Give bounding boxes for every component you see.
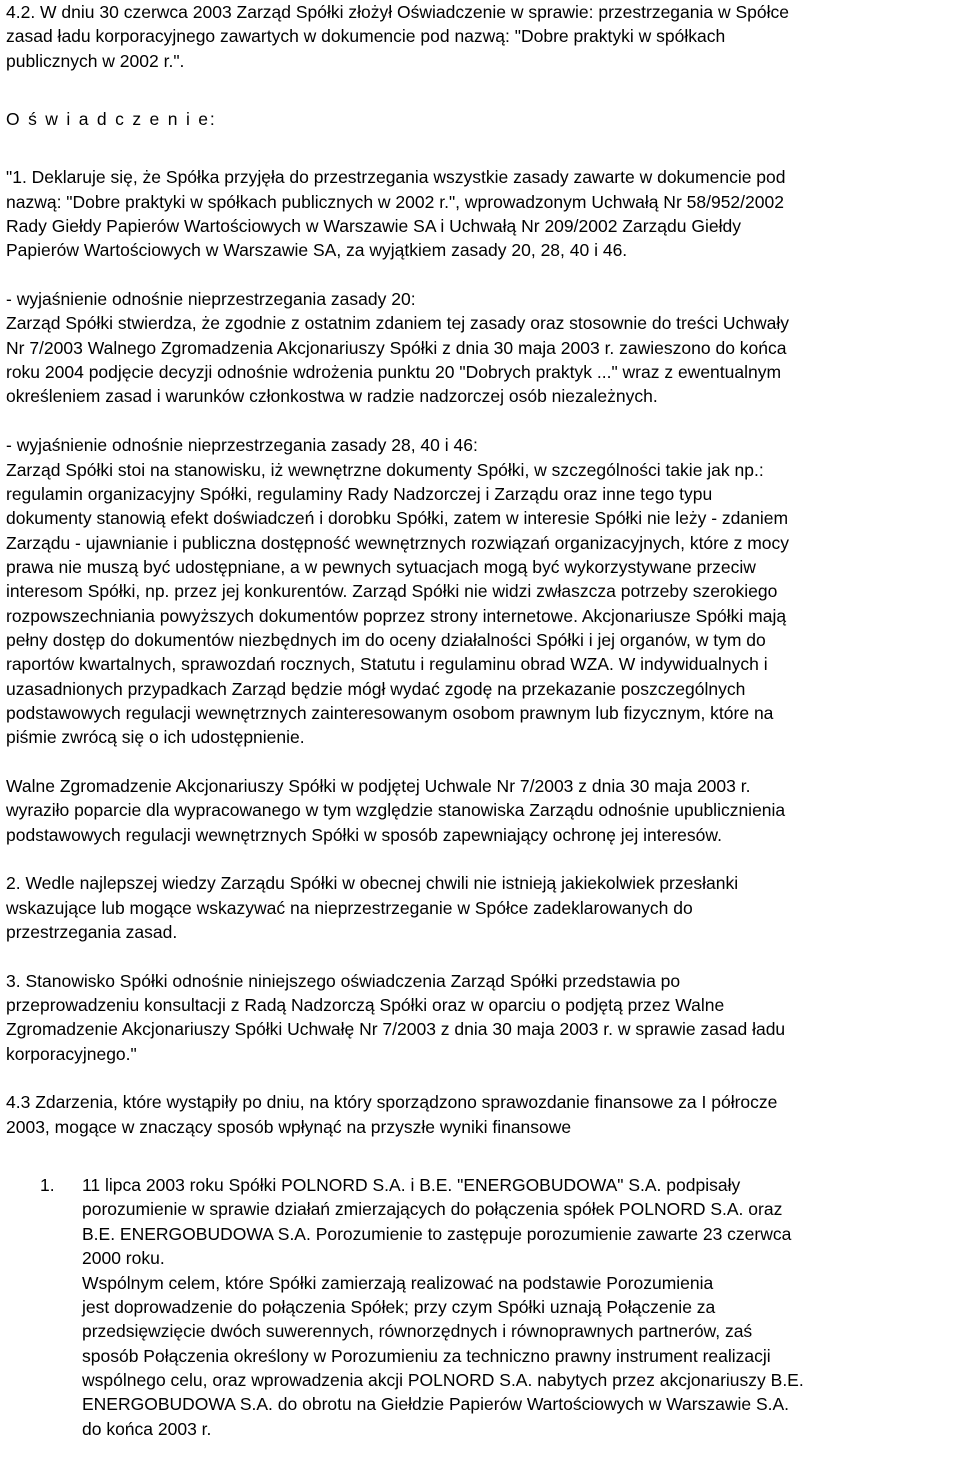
- text-line: Nr 7/2003 Walnego Zgromadzenia Akcjonariuszy Spółki z dnia 30 maja 2003 r. zawieszono do końca: [6, 337, 787, 358]
- text-line: podstawowych regulacji wewnętrznych zainteresowanym osobom prawnym lub fizycznym, które na: [6, 702, 774, 723]
- spacer: [6, 131, 956, 165]
- text-line: O ś w i a d c z e n i e:: [6, 109, 217, 130]
- text-line: 2000 roku.: [82, 1248, 165, 1269]
- text-line: dokumenty stanowią efekt doświadczeń i dorobku Spółki, zatem w interesie Spółki nie leży - zdaniem: [6, 508, 789, 529]
- list-item-number: 1.: [40, 1175, 55, 1196]
- text-line: ENERGOBUDOWA S.A. do obrotu na Giełdzie Papierów Wartościowych w Warszawie S.A.: [82, 1394, 790, 1415]
- spacer: [6, 750, 956, 774]
- explanation-rule-20-paragraph: [6, 287, 956, 409]
- text-line: wspólnego celu, oraz wprowadzenia akcji POLNORD S.A. nabytych przez akcjonariuszy B.E.: [82, 1369, 804, 1390]
- text-line: wyraziło poparcie dla wypracowanego w tym względzie stanowiska Zarządu odnośnie upublicznienia: [6, 800, 786, 821]
- text-line: raportów kwartalnych, sprawozdań rocznych, Statutu i regulaminu obrad WZA. W indywidualnych i: [6, 654, 768, 675]
- explanation-rules-28-40-46-paragraph: [6, 433, 956, 749]
- spacer: [6, 73, 956, 107]
- section-4-3-heading: [6, 1090, 956, 1139]
- text-line: interesom Spółki, np. przez jej konkurentów. Zarząd Spółki nie widzi zwłaszcza potrzeby szerokiego: [6, 581, 778, 602]
- text-line: podstawowych regulacji wewnętrznych Spółki w sposób zapewniający ochronę jej interesów.: [6, 824, 722, 845]
- text-line: jest doprowadzenie do połączenia Spółek; przy czym Spółki uznają Połączenie za: [82, 1296, 716, 1317]
- wza-support-paragraph: [6, 774, 956, 847]
- text-line: wskazujące lub mogące wskazywać na nieprzestrzeganie w Spółce zadeklarowanych do: [6, 897, 693, 918]
- declaration-3-paragraph: [6, 969, 956, 1066]
- text-line: określeniem zasad i warunków członkostwa w radzie nadzorczej osób niezależnych.: [6, 386, 658, 407]
- text-line: rozpowszechniania powyższych dokumentów poprzez strony internetowe. Akcjonariusze Spółki mają: [6, 605, 787, 626]
- text-line: pełny dostęp do dokumentów niezbędnych im do oceny działalności Spółki i jej organów, w tym do: [6, 629, 766, 650]
- text-line: sposób Połączenia określony w Porozumieniu za techniczno prawny instrument realizacji: [82, 1345, 771, 1366]
- text-line: porozumienie w sprawie działań zmierzających do połączenia spółek POLNORD S.A. oraz: [82, 1199, 783, 1220]
- section-4-2-paragraph: [6, 0, 956, 73]
- text-line: piśmie zwrócą się o ich udostępnienie.: [6, 727, 305, 748]
- declaration-2-paragraph: [6, 871, 956, 944]
- spacer: [6, 263, 956, 287]
- text-line: zasad ładu korporacyjnego zawartych w dokumencie pod nazwą: "Dobre praktyki w spółkach: [6, 26, 726, 47]
- text-line: prawa nie muszą być udostępniane, a w pewnych sytuacjach mogą być wykorzystywane przeciw: [6, 556, 756, 577]
- text-line: Walne Zgromadzenie Akcjonariuszy Spółki w podjętej Uchwale Nr 7/2003 z dnia 30 maja 2003 r.: [6, 775, 751, 796]
- text-line: "1. Deklaruje się, że Spółka przyjęła do przestrzegania wszystkie zasady zawarte w dokumencie pod: [6, 167, 786, 188]
- text-line: Zgromadzenie Akcjonariuszy Spółki Uchwałę Nr 7/2003 z dnia 30 maja 2003 r. w sprawie zasad ładu: [6, 1019, 786, 1040]
- text-line: Papierów Wartościowych w Warszawie SA, za wyjątkiem zasady 20, 28, 40 i 46.: [6, 240, 628, 261]
- text-line: 2003, mogące w znaczący sposób wpłynąć na przyszłe wyniki finansowe: [6, 1116, 572, 1137]
- text-line: Zarząd Spółki stoi na stanowisku, iż wewnętrzne dokumenty Spółki, w szczególności takie jak np.:: [6, 459, 764, 480]
- text-line: - wyjaśnienie odnośnie nieprzestrzegania zasady 28, 40 i 46:: [6, 435, 478, 456]
- spacer: [6, 1066, 956, 1090]
- spacer: [6, 409, 956, 433]
- text-line: 4.3 Zdarzenia, które wystąpiły po dniu, na który sporządzono sprawozdanie finansowe za I półrocze: [6, 1092, 778, 1113]
- events-list: [6, 1173, 956, 1441]
- text-line: Zarządu - ujawnianie i publiczna dostępność wewnętrznych rozwiązań organizacyjnych, które z mocy: [6, 532, 790, 553]
- document-page: [6, 0, 956, 1441]
- text-line: publicznych w 2002 r.".: [6, 50, 185, 71]
- text-line: regulamin organizacyjny Spółki, regulaminy Rady Nadzorczej i Zarządu oraz inne tego typu: [6, 483, 713, 504]
- list-item: [6, 1173, 956, 1441]
- text-line: Wspólnym celem, które Spółki zamierzają realizować na podstawie Porozumienia: [82, 1272, 714, 1293]
- spacer: [6, 1139, 956, 1173]
- text-line: Rady Giełdy Papierów Wartościowych w Warszawie SA i Uchwałą Nr 209/2002 Zarządu Giełdy: [6, 216, 741, 237]
- text-line: roku 2004 podjęcie decyzji odnośnie wdrożenia punktu 20 "Dobrych praktyk ..." wraz z ewentualnym: [6, 362, 782, 383]
- declaration-1-paragraph: [6, 165, 956, 262]
- text-line: Zarząd Spółki stwierdza, że zgodnie z ostatnim zdaniem tej zasady oraz stosownie do treści Uchwały: [6, 313, 789, 334]
- text-line: korporacyjnego.": [6, 1043, 137, 1064]
- text-line: do końca 2003 r.: [82, 1418, 212, 1439]
- text-line: nazwą: "Dobre praktyki w spółkach publicznych w 2002 r.", wprowadzonym Uchwałą Nr 58/952/2002: [6, 191, 784, 212]
- text-line: przestrzegania zasad.: [6, 922, 178, 943]
- text-line: B.E. ENERGOBUDOWA S.A. Porozumienie to zastępuje porozumienie zawarte 23 czerwca: [82, 1223, 792, 1244]
- text-line: 2. Wedle najlepszej wiedzy Zarządu Spółki w obecnej chwili nie istnieją jakiekolwiek przesłanki: [6, 873, 739, 894]
- text-line: przeprowadzeniu konsultacji z Radą Nadzorczą Spółki oraz w oparciu o podjętą przez Walne: [6, 995, 725, 1016]
- text-line: 3. Stanowisko Spółki odnośnie niniejszego oświadczenia Zarząd Spółki przedstawia po: [6, 970, 681, 991]
- text-line: przedsięwzięcie dwóch suwerennych, równorzędnych i równoprawnych partnerów, zaś: [82, 1321, 753, 1342]
- oswiadczenie-title: [6, 107, 956, 131]
- spacer: [6, 944, 956, 968]
- text-line: - wyjaśnienie odnośnie nieprzestrzegania zasady 20:: [6, 289, 416, 310]
- text-line: 11 lipca 2003 roku Spółki POLNORD S.A. i B.E. "ENERGOBUDOWA" S.A. podpisały: [82, 1175, 741, 1196]
- spacer: [6, 847, 956, 871]
- text-line: 4.2. W dniu 30 czerwca 2003 Zarząd Spółki złożył Oświadczenie w sprawie: przestrzegania w Spółce: [6, 2, 789, 22]
- text-line: uzasadnionych przypadkach Zarząd będzie mógł wydać zgodę na przekazanie poszczególnych: [6, 678, 746, 699]
